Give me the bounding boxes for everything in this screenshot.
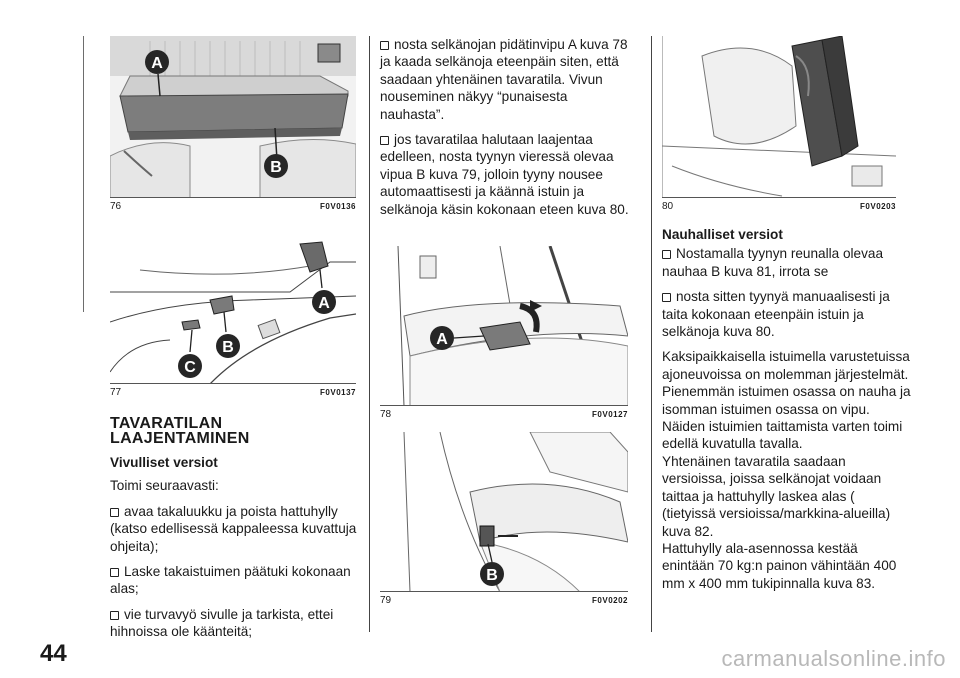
column-1 — [110, 416, 360, 649]
callout-b: B — [270, 159, 282, 176]
bullet-item: jos tavaratilaa halutaan laajentaa edelleen, nosta tyynyn vieressä olevaa vipua B kuva 79, jolloin tyyny nousee automaattisesti ja käännä istuin ja selkänoja käsin kokonaan eteen kuva 80. — [380, 132, 629, 217]
callout-a: A — [318, 295, 330, 312]
figure-caption: 79 F0V0202 — [380, 591, 628, 608]
figure-80 — [662, 36, 896, 214]
checkbox-bullet-icon — [110, 568, 119, 577]
bullet-item: nosta sitten tyynyä manuaalisesti ja taita kokonaan eteenpäin istuin ja selkänoja kuva 80. — [662, 289, 890, 340]
watermark: carmanualsonline.info — [721, 646, 946, 671]
callout-b: B — [486, 567, 498, 584]
callout-a: A — [151, 55, 163, 72]
subheading: Nauhalliset versiot — [662, 227, 783, 242]
column-3 — [662, 226, 912, 592]
figure-78-illustration — [380, 246, 628, 406]
figure-78 — [380, 246, 628, 422]
checkbox-bullet-icon — [380, 41, 389, 50]
paragraph: Näiden istuimien taittamista varten toimi edellä kuvatulla tavalla. — [662, 419, 903, 452]
bullet-item: Laske takaistuimen päätuki kokonaan alas; — [110, 564, 351, 597]
figure-77-illustration — [110, 222, 356, 384]
page-number: 44 — [40, 640, 67, 667]
paragraph: Hattuhylly ala-asennossa kestää enintään 70 kg:n painon vähintään 400 mm x 400 mm tukipinnalla kuva 83. — [662, 540, 897, 591]
figure-caption: 77 F0V0137 — [110, 383, 356, 400]
callout-a: A — [436, 331, 448, 348]
figure-76-illustration — [110, 36, 356, 198]
figure-80-illustration — [662, 36, 896, 198]
callout-b: B — [222, 339, 234, 356]
column-2 — [380, 36, 630, 226]
bullet-item: Nostamalla tyynyn reunalla olevaa nauhaa B kuva 81, irrota se — [662, 246, 884, 279]
section-heading: TAVARATILAN LAAJENTAMINEN — [110, 415, 250, 447]
bullet-item: nosta selkänojan pidätinvipu A kuva 78 ja kaada selkänoja eteenpäin siten, että saadaan yhtenäinen tavaratila. Vivun nouseminen näkyy “punaisesta nauhasta”. — [380, 37, 628, 122]
checkbox-bullet-icon — [110, 611, 119, 620]
figure-77 — [110, 222, 356, 400]
paragraph: Kaksipaikkaisella istuimella varustetuissa ajoneuvoissa on molemman järjestelmät. Pienemmän istuimen osassa on nauha ja isomman istuimen osassa on vipu. — [662, 349, 911, 417]
intro-text: Toimi seuraavasti: — [110, 478, 219, 494]
column-divider — [651, 36, 652, 632]
checkbox-bullet-icon — [380, 136, 389, 145]
chapter-rule — [83, 36, 84, 312]
figure-caption: 76 F0V0136 — [110, 197, 356, 214]
checkbox-bullet-icon — [110, 508, 119, 517]
checkbox-bullet-icon — [662, 250, 671, 259]
figure-79-illustration — [380, 432, 628, 592]
subheading: Vivulliset versiot — [110, 455, 218, 470]
checkbox-bullet-icon — [662, 293, 671, 302]
bullet-item: vie turvavyö sivulle ja tarkista, ettei hihnoissa ole käänteitä; — [110, 606, 334, 640]
figure-caption: 78 F0V0127 — [380, 405, 628, 422]
figure-caption: 80 F0V0203 — [662, 197, 896, 214]
callout-c: C — [184, 359, 196, 376]
figure-76 — [110, 36, 356, 214]
bullet-item: avaa takaluukku ja poista hattuhylly (katso edellisessä kappaleessa kuvattuja ohjeita); — [110, 503, 357, 554]
figure-79 — [380, 432, 628, 608]
column-divider — [369, 36, 370, 632]
paragraph: Yhtenäinen tavaratila saadaan versioissa, joissa selkänojat voidaan taittaa ja hattuhylly laskea alas ( (tietyissä versioissa/markkina-alueilla) kuva 82. — [662, 453, 891, 539]
